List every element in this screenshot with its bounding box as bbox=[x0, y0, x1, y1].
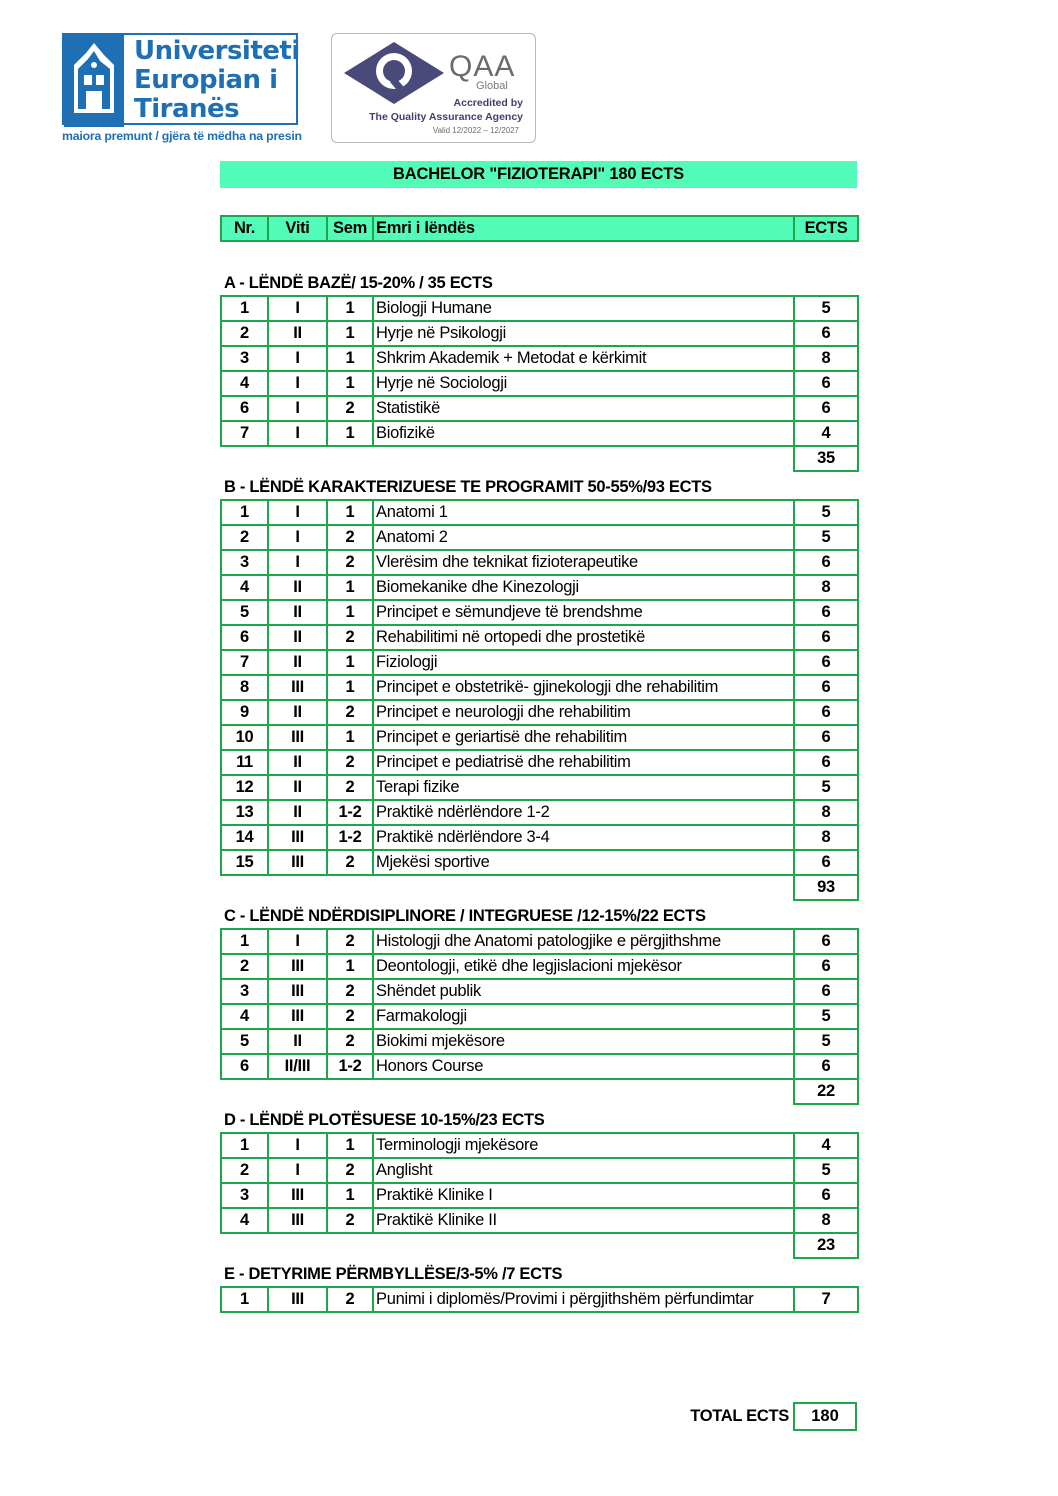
course-semester: 1 bbox=[327, 321, 373, 346]
table-row bbox=[221, 346, 858, 371]
table-row bbox=[221, 1287, 858, 1312]
qaa-sub: Global bbox=[476, 80, 508, 92]
table-row bbox=[221, 725, 858, 750]
course-ects: 6 bbox=[794, 600, 858, 625]
course-nr: 2 bbox=[221, 525, 268, 550]
course-semester: 1 bbox=[327, 954, 373, 979]
course-nr: 3 bbox=[221, 979, 268, 1004]
accreditation-badge bbox=[331, 33, 536, 143]
table-row bbox=[221, 825, 858, 850]
course-name: Anatomi 1 bbox=[373, 500, 794, 525]
table-row bbox=[221, 321, 858, 346]
course-year: I bbox=[268, 525, 327, 550]
course-year: III bbox=[268, 675, 327, 700]
table-row bbox=[221, 296, 858, 321]
course-semester: 1 bbox=[327, 421, 373, 446]
course-ects: 4 bbox=[794, 421, 858, 446]
subtotal-row bbox=[221, 875, 858, 900]
course-year: III bbox=[268, 979, 327, 1004]
course-name: Principet e geriartisë dhe rehabilitim bbox=[373, 725, 794, 750]
column-header-name: Emri i lëndës bbox=[373, 216, 794, 241]
course-nr: 6 bbox=[221, 625, 268, 650]
course-year: II bbox=[268, 750, 327, 775]
qaa-accredited-by: Accredited by bbox=[453, 97, 523, 109]
course-ects: 5 bbox=[794, 1158, 858, 1183]
course-semester: 2 bbox=[327, 525, 373, 550]
course-nr: 1 bbox=[221, 296, 268, 321]
course-semester: 1 bbox=[327, 500, 373, 525]
course-year: I bbox=[268, 421, 327, 446]
course-ects: 6 bbox=[794, 725, 858, 750]
course-semester: 2 bbox=[327, 625, 373, 650]
course-name: Farmakologji bbox=[373, 1004, 794, 1029]
course-ects: 6 bbox=[794, 371, 858, 396]
subtotal-row bbox=[221, 1233, 858, 1258]
course-semester: 1 bbox=[327, 575, 373, 600]
subtotal-row bbox=[221, 1079, 858, 1104]
course-semester: 1 bbox=[327, 346, 373, 371]
course-name: Hyrje në Sociologji bbox=[373, 371, 794, 396]
course-nr: 8 bbox=[221, 675, 268, 700]
table-row bbox=[221, 979, 858, 1004]
course-semester: 1-2 bbox=[327, 1054, 373, 1079]
course-year: II bbox=[268, 650, 327, 675]
university-name bbox=[134, 37, 300, 124]
table-row bbox=[221, 650, 858, 675]
course-year: I bbox=[268, 500, 327, 525]
course-semester: 2 bbox=[327, 750, 373, 775]
course-semester: 1 bbox=[327, 1183, 373, 1208]
table-row bbox=[221, 525, 858, 550]
course-name: Shëndet publik bbox=[373, 979, 794, 1004]
section-subtotal: 23 bbox=[794, 1233, 858, 1258]
section-table-b bbox=[220, 499, 859, 901]
course-nr: 1 bbox=[221, 1287, 268, 1312]
course-year: II bbox=[268, 625, 327, 650]
course-ects: 6 bbox=[794, 850, 858, 875]
curriculum-document bbox=[220, 161, 857, 1313]
course-nr: 2 bbox=[221, 321, 268, 346]
course-name: Praktikë Klinike I bbox=[373, 1183, 794, 1208]
section-subtotal: 93 bbox=[794, 875, 858, 900]
course-nr: 1 bbox=[221, 929, 268, 954]
section-table-d bbox=[220, 1132, 859, 1259]
course-ects: 6 bbox=[794, 1054, 858, 1079]
course-name: Mjekësi sportive bbox=[373, 850, 794, 875]
section-table-a bbox=[220, 295, 859, 472]
course-nr: 2 bbox=[221, 1158, 268, 1183]
total-ects-label: TOTAL ECTS bbox=[690, 1407, 789, 1425]
table-row bbox=[221, 850, 858, 875]
course-year: I bbox=[268, 346, 327, 371]
course-name: Anatomi 2 bbox=[373, 525, 794, 550]
column-header-nr: Nr. bbox=[221, 216, 268, 241]
course-ects: 8 bbox=[794, 800, 858, 825]
table-row bbox=[221, 800, 858, 825]
course-nr: 1 bbox=[221, 500, 268, 525]
course-ects: 8 bbox=[794, 1208, 858, 1233]
course-nr: 7 bbox=[221, 421, 268, 446]
course-nr: 6 bbox=[221, 1054, 268, 1079]
course-semester: 2 bbox=[327, 1158, 373, 1183]
course-name: Principet e obstetrikë- gjinekologji dhe rehabilitim bbox=[373, 675, 794, 700]
course-year: III bbox=[268, 1208, 327, 1233]
course-semester: 1 bbox=[327, 675, 373, 700]
course-semester: 1-2 bbox=[327, 825, 373, 850]
total-ects bbox=[220, 1402, 857, 1431]
course-ects: 6 bbox=[794, 625, 858, 650]
subtotal-spacer bbox=[221, 1079, 794, 1104]
subtotal-spacer bbox=[221, 875, 794, 900]
course-semester: 2 bbox=[327, 850, 373, 875]
section-title-d: D - LËNDË PLOTËSUESE 10-15%/23 ECTS bbox=[224, 1111, 545, 1129]
table-row bbox=[221, 421, 858, 446]
course-name: Terapi fizike bbox=[373, 775, 794, 800]
table-row bbox=[221, 625, 858, 650]
course-name: Fiziologji bbox=[373, 650, 794, 675]
course-nr: 1 bbox=[221, 1133, 268, 1158]
course-nr: 15 bbox=[221, 850, 268, 875]
column-header-row bbox=[221, 216, 858, 241]
course-semester: 2 bbox=[327, 550, 373, 575]
course-nr: 13 bbox=[221, 800, 268, 825]
course-name: Praktikë ndërlëndore 3-4 bbox=[373, 825, 794, 850]
course-sections bbox=[220, 268, 857, 1313]
qaa-brand: QAA bbox=[449, 50, 516, 83]
column-header-ects: ECTS bbox=[794, 216, 858, 241]
table-row bbox=[221, 750, 858, 775]
course-name: Histologji dhe Anatomi patologjike e përgjithshme bbox=[373, 929, 794, 954]
course-year: I bbox=[268, 1133, 327, 1158]
course-year: I bbox=[268, 371, 327, 396]
course-name: Terminologji mjekësore bbox=[373, 1133, 794, 1158]
table-row bbox=[221, 1158, 858, 1183]
course-year: III bbox=[268, 725, 327, 750]
table-row bbox=[221, 396, 858, 421]
course-nr: 3 bbox=[221, 550, 268, 575]
table-row bbox=[221, 1183, 858, 1208]
qaa-agency-name: The Quality Assurance Agency bbox=[369, 111, 523, 123]
subtotal-spacer bbox=[221, 446, 794, 471]
course-ects: 6 bbox=[794, 700, 858, 725]
table-row bbox=[221, 371, 858, 396]
course-year: III bbox=[268, 954, 327, 979]
course-nr: 11 bbox=[221, 750, 268, 775]
course-name: Principet e neurologji dhe rehabilitim bbox=[373, 700, 794, 725]
course-name: Principet e sëmundjeve të brendshme bbox=[373, 600, 794, 625]
course-name: Shkrim Akademik + Metodat e kërkimit bbox=[373, 346, 794, 371]
university-motto: maiora premunt / gjëra të mëdha na presin bbox=[62, 129, 302, 143]
table-row bbox=[221, 1004, 858, 1029]
course-nr: 4 bbox=[221, 371, 268, 396]
course-nr: 3 bbox=[221, 1183, 268, 1208]
column-header-viti: Viti bbox=[268, 216, 327, 241]
course-year: I bbox=[268, 550, 327, 575]
course-semester: 1 bbox=[327, 600, 373, 625]
course-semester: 2 bbox=[327, 775, 373, 800]
course-ects: 5 bbox=[794, 525, 858, 550]
table-row bbox=[221, 675, 858, 700]
course-ects: 5 bbox=[794, 1004, 858, 1029]
course-name: Vlerësim dhe teknikat fizioterapeutike bbox=[373, 550, 794, 575]
course-nr: 12 bbox=[221, 775, 268, 800]
subtotal-spacer bbox=[221, 1233, 794, 1258]
course-nr: 2 bbox=[221, 954, 268, 979]
course-year: II bbox=[268, 600, 327, 625]
course-ects: 5 bbox=[794, 500, 858, 525]
university-name-line2: Europian i bbox=[134, 65, 278, 95]
column-header-sem: Sem bbox=[327, 216, 373, 241]
table-row bbox=[221, 700, 858, 725]
course-ects: 6 bbox=[794, 1183, 858, 1208]
course-nr: 10 bbox=[221, 725, 268, 750]
course-semester: 1 bbox=[327, 725, 373, 750]
course-semester: 1 bbox=[327, 1133, 373, 1158]
table-row bbox=[221, 500, 858, 525]
course-name: Biologji Humane bbox=[373, 296, 794, 321]
course-ects: 6 bbox=[794, 321, 858, 346]
course-semester: 1 bbox=[327, 296, 373, 321]
section-title-c: C - LËNDË NDËRDISIPLINORE / INTEGRUESE /12-15%/22 ECTS bbox=[224, 907, 706, 925]
course-ects: 7 bbox=[794, 1287, 858, 1312]
course-name: Principet e pediatrisë dhe rehabilitim bbox=[373, 750, 794, 775]
course-nr: 4 bbox=[221, 575, 268, 600]
course-year: III bbox=[268, 825, 327, 850]
course-year: II bbox=[268, 700, 327, 725]
university-name-line3: Tiranës bbox=[134, 94, 240, 124]
course-year: II/III bbox=[268, 1054, 327, 1079]
university-name-line1: Universiteti bbox=[134, 36, 300, 66]
course-ects: 8 bbox=[794, 346, 858, 371]
section-title-b: B - LËNDË KARAKTERIZUESE TE PROGRAMIT 50-55%/93 ECTS bbox=[224, 478, 712, 496]
course-semester: 2 bbox=[327, 700, 373, 725]
course-name: Rehabilitimi në ortopedi dhe prostetikë bbox=[373, 625, 794, 650]
course-nr: 3 bbox=[221, 346, 268, 371]
course-semester: 2 bbox=[327, 1029, 373, 1054]
course-ects: 6 bbox=[794, 650, 858, 675]
course-year: II bbox=[268, 321, 327, 346]
course-year: I bbox=[268, 1158, 327, 1183]
course-nr: 6 bbox=[221, 396, 268, 421]
course-ects: 6 bbox=[794, 954, 858, 979]
course-ects: 6 bbox=[794, 675, 858, 700]
course-year: I bbox=[268, 929, 327, 954]
course-year: II bbox=[268, 775, 327, 800]
course-year: III bbox=[268, 1183, 327, 1208]
course-year: II bbox=[268, 1029, 327, 1054]
course-nr: 4 bbox=[221, 1004, 268, 1029]
course-name: Biofizikë bbox=[373, 421, 794, 446]
course-semester: 2 bbox=[327, 1004, 373, 1029]
course-name: Biomekanike dhe Kinezologji bbox=[373, 575, 794, 600]
course-name: Praktikë ndërlëndore 1-2 bbox=[373, 800, 794, 825]
course-year: I bbox=[268, 296, 327, 321]
course-nr: 5 bbox=[221, 600, 268, 625]
course-semester: 1 bbox=[327, 650, 373, 675]
course-name: Statistikë bbox=[373, 396, 794, 421]
course-semester: 2 bbox=[327, 1287, 373, 1312]
course-ects: 5 bbox=[794, 775, 858, 800]
course-nr: 4 bbox=[221, 1208, 268, 1233]
course-year: I bbox=[268, 396, 327, 421]
university-logo bbox=[62, 33, 300, 145]
course-year: II bbox=[268, 575, 327, 600]
table-row bbox=[221, 1208, 858, 1233]
course-ects: 6 bbox=[794, 550, 858, 575]
course-ects: 6 bbox=[794, 750, 858, 775]
page-title: BACHELOR "FIZIOTERAPI" 180 ECTS bbox=[220, 161, 857, 188]
course-ects: 6 bbox=[794, 396, 858, 421]
qaa-validity: Valid 12/2022 – 12/2027 bbox=[432, 126, 519, 135]
course-year: III bbox=[268, 1287, 327, 1312]
section-table-c bbox=[220, 928, 859, 1105]
course-name: Deontologji, etikë dhe legjislacioni mjekësor bbox=[373, 954, 794, 979]
course-nr: 14 bbox=[221, 825, 268, 850]
course-name: Praktikë Klinike II bbox=[373, 1208, 794, 1233]
table-row bbox=[221, 929, 858, 954]
section-subtotal: 22 bbox=[794, 1079, 858, 1104]
section-title-a: A - LËNDË BAZË/ 15-20% / 35 ECTS bbox=[224, 274, 493, 292]
course-name: Biokimi mjekësore bbox=[373, 1029, 794, 1054]
course-nr: 9 bbox=[221, 700, 268, 725]
table-row bbox=[221, 1133, 858, 1158]
course-name: Anglisht bbox=[373, 1158, 794, 1183]
course-ects: 8 bbox=[794, 825, 858, 850]
table-row bbox=[221, 775, 858, 800]
course-nr: 7 bbox=[221, 650, 268, 675]
university-emblem-icon bbox=[64, 35, 124, 127]
table-row bbox=[221, 1029, 858, 1054]
course-semester: 1 bbox=[327, 371, 373, 396]
course-name: Hyrje në Psikologji bbox=[373, 321, 794, 346]
table-row bbox=[221, 1054, 858, 1079]
course-year: III bbox=[268, 1004, 327, 1029]
course-ects: 5 bbox=[794, 1029, 858, 1054]
course-ects: 6 bbox=[794, 929, 858, 954]
section-title-e: E - DETYRIME PËRMBYLLËSE/3-5% /7 ECTS bbox=[224, 1265, 563, 1283]
course-ects: 5 bbox=[794, 296, 858, 321]
course-year: II bbox=[268, 800, 327, 825]
table-row bbox=[221, 550, 858, 575]
section-table-e bbox=[220, 1286, 859, 1313]
section-subtotal: 35 bbox=[794, 446, 858, 471]
table-row bbox=[221, 954, 858, 979]
course-nr: 5 bbox=[221, 1029, 268, 1054]
course-ects: 4 bbox=[794, 1133, 858, 1158]
course-semester: 2 bbox=[327, 979, 373, 1004]
course-name: Honors Course bbox=[373, 1054, 794, 1079]
course-ects: 8 bbox=[794, 575, 858, 600]
table-row bbox=[221, 575, 858, 600]
subtotal-row bbox=[221, 446, 858, 471]
course-semester: 2 bbox=[327, 1208, 373, 1233]
column-header-table bbox=[220, 215, 859, 242]
course-semester: 2 bbox=[327, 396, 373, 421]
course-year: III bbox=[268, 850, 327, 875]
course-ects: 6 bbox=[794, 979, 858, 1004]
course-semester: 2 bbox=[327, 929, 373, 954]
total-ects-value: 180 bbox=[793, 1402, 857, 1431]
course-semester: 1-2 bbox=[327, 800, 373, 825]
course-name: Punimi i diplomës/Provimi i përgjithshëm përfundimtar bbox=[373, 1287, 794, 1312]
table-row bbox=[221, 600, 858, 625]
university-logo-frame bbox=[62, 33, 298, 125]
